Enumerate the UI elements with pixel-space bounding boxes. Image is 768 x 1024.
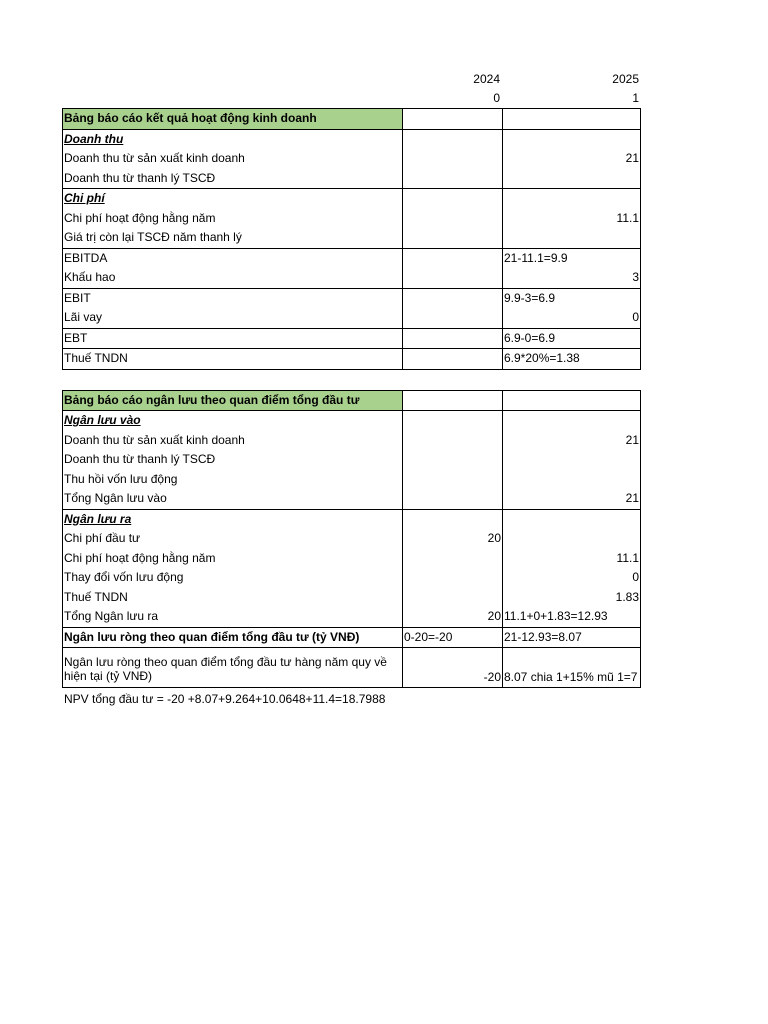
cell[interactable] — [403, 109, 503, 130]
row-label[interactable]: Tổng Ngân lưu ra — [63, 607, 403, 627]
table-row — [63, 248, 641, 268]
year-header-row — [62, 70, 640, 89]
period-header-row — [62, 89, 640, 108]
inflow-section-label[interactable]: Ngân lưu vào — [63, 411, 403, 431]
table-row — [63, 169, 641, 189]
cell[interactable] — [403, 308, 503, 328]
row-label[interactable]: Doanh thu từ thanh lý TSCĐ — [63, 169, 403, 189]
value-2025[interactable]: 21 — [503, 149, 641, 169]
cell[interactable] — [403, 470, 503, 490]
table-row — [63, 607, 641, 627]
row-label[interactable]: Giá trị còn lại TSCĐ năm thanh lý — [63, 228, 403, 248]
value-2025[interactable]: 0 — [503, 568, 641, 588]
income-title[interactable]: Bảng báo cáo kết quả hoạt động kinh doanh — [63, 109, 403, 130]
table-row — [63, 288, 641, 308]
revenue-section-label[interactable]: Doanh thu — [63, 129, 403, 149]
spacer — [62, 370, 640, 390]
cell[interactable] — [503, 411, 641, 431]
row-label[interactable]: Chi phí hoạt động hằng năm — [63, 209, 403, 229]
value-2025[interactable]: 11.1 — [503, 549, 641, 569]
table-row — [63, 268, 641, 288]
outflow-section-label[interactable]: Ngân lưu ra — [63, 509, 403, 529]
cell[interactable] — [503, 189, 641, 209]
cell[interactable] — [403, 411, 503, 431]
table-row — [63, 627, 641, 648]
row-label[interactable]: Lãi vay — [63, 308, 403, 328]
value-2025[interactable]: 9.9-3=6.9 — [503, 288, 641, 308]
row-label[interactable]: Ngân lưu ròng theo quan điểm tổng đầu tư (tỷ VNĐ) — [63, 627, 403, 648]
cell[interactable] — [403, 509, 503, 529]
table-row — [63, 228, 641, 248]
cell[interactable] — [403, 149, 503, 169]
value-2025[interactable]: 21-12.93=8.07 — [503, 627, 641, 648]
cell[interactable] — [403, 189, 503, 209]
cell[interactable] — [503, 509, 641, 529]
cell[interactable] — [503, 129, 641, 149]
row-label[interactable]: Tổng Ngân lưu vào — [63, 489, 403, 509]
cell[interactable] — [403, 349, 503, 370]
cell[interactable] — [403, 568, 503, 588]
value-2024[interactable]: -20 — [403, 648, 503, 688]
value-2025[interactable]: 6.9-0=6.9 — [503, 328, 641, 349]
cell[interactable] — [403, 129, 503, 149]
value-2025[interactable]: 0 — [503, 308, 641, 328]
value-2025[interactable]: 11.1 — [503, 209, 641, 229]
spreadsheet — [62, 70, 640, 688]
table-row — [63, 209, 641, 229]
table-row — [63, 189, 641, 209]
table-row — [63, 349, 641, 370]
row-label[interactable]: Khấu hao — [63, 268, 403, 288]
cost-section-label[interactable]: Chi phí — [63, 189, 403, 209]
cell[interactable] — [403, 588, 503, 608]
value-2025[interactable]: 21 — [503, 489, 641, 509]
table-row — [63, 489, 641, 509]
cashflow-table — [62, 390, 641, 689]
year-2025[interactable]: 2025 — [612, 72, 639, 86]
cell[interactable] — [503, 529, 641, 549]
cell[interactable] — [403, 248, 503, 268]
table-row — [63, 450, 641, 470]
table-row — [63, 549, 641, 569]
cell[interactable] — [403, 549, 503, 569]
value-2025[interactable]: 21 — [503, 431, 641, 451]
cashflow-title[interactable]: Bảng báo cáo ngân lưu theo quan điểm tổng đầu tư — [63, 390, 403, 411]
row-label[interactable]: EBIT — [63, 288, 403, 308]
value-2024[interactable]: 0-20=-20 — [403, 627, 503, 648]
row-label[interactable]: Doanh thu từ sản xuất kinh doanh — [63, 149, 403, 169]
value-2025[interactable]: 6.9*20%=1.38 — [503, 349, 641, 370]
cell[interactable] — [503, 470, 641, 490]
income-statement-table — [62, 108, 641, 370]
cell[interactable] — [403, 169, 503, 189]
table-row — [63, 431, 641, 451]
table-row — [63, 149, 641, 169]
row-label[interactable]: Thuế TNDN — [63, 588, 403, 608]
npv-formula[interactable]: NPV tổng đầu tư = -20 +8.07+9.264+10.0648+11.4=18.7988 — [64, 692, 386, 706]
row-label[interactable]: Thuế TNDN — [63, 349, 403, 370]
cell[interactable] — [403, 489, 503, 509]
cell[interactable] — [503, 228, 641, 248]
period-0[interactable]: 0 — [493, 91, 500, 105]
value-2025[interactable]: 1.83 — [503, 588, 641, 608]
row-label[interactable]: Doanh thu từ sản xuất kinh doanh — [63, 431, 403, 451]
table-row — [63, 648, 641, 688]
year-2024[interactable]: 2024 — [473, 72, 500, 86]
cell[interactable] — [503, 109, 641, 130]
table-row — [63, 509, 641, 529]
table-row — [63, 129, 641, 149]
cell[interactable] — [403, 228, 503, 248]
table-row — [63, 568, 641, 588]
cell[interactable] — [403, 209, 503, 229]
cell[interactable] — [403, 450, 503, 470]
value-2025[interactable]: 8.07 chia 1+15% mũ 1=7 — [503, 648, 641, 688]
cell[interactable] — [403, 268, 503, 288]
cell[interactable] — [403, 431, 503, 451]
period-1[interactable]: 1 — [632, 91, 639, 105]
row-label[interactable]: EBT — [63, 328, 403, 349]
value-2025[interactable]: 11.1+0+1.83=12.93 — [503, 607, 641, 627]
table-row — [63, 588, 641, 608]
row-label[interactable]: Thu hồi vốn lưu động — [63, 470, 403, 490]
table-row — [63, 328, 641, 349]
cell[interactable] — [503, 390, 641, 411]
table-row — [63, 529, 641, 549]
table-row — [63, 109, 641, 130]
value-2024[interactable]: 20 — [403, 529, 503, 549]
table-row — [63, 308, 641, 328]
row-label[interactable]: Chi phí đầu tư — [63, 529, 403, 549]
table-row — [63, 470, 641, 490]
table-row — [63, 390, 641, 411]
cell[interactable] — [403, 390, 503, 411]
row-label[interactable]: Ngân lưu ròng theo quan điểm tổng đầu tư hàng năm quy về hiện tại (tỷ VNĐ) — [63, 648, 403, 688]
row-label[interactable]: Doanh thu từ thanh lý TSCĐ — [63, 450, 403, 470]
row-label[interactable]: Chi phí hoạt động hằng năm — [63, 549, 403, 569]
cell[interactable] — [403, 288, 503, 308]
row-label[interactable]: EBITDA — [63, 248, 403, 268]
cell[interactable] — [503, 450, 641, 470]
cell[interactable] — [403, 328, 503, 349]
value-2025[interactable]: 21-11.1=9.9 — [503, 248, 641, 268]
row-label[interactable]: Thay đổi vốn lưu động — [63, 568, 403, 588]
table-row — [63, 411, 641, 431]
value-2025[interactable]: 3 — [503, 268, 641, 288]
value-2024[interactable]: 20 — [403, 607, 503, 627]
cell[interactable] — [503, 169, 641, 189]
